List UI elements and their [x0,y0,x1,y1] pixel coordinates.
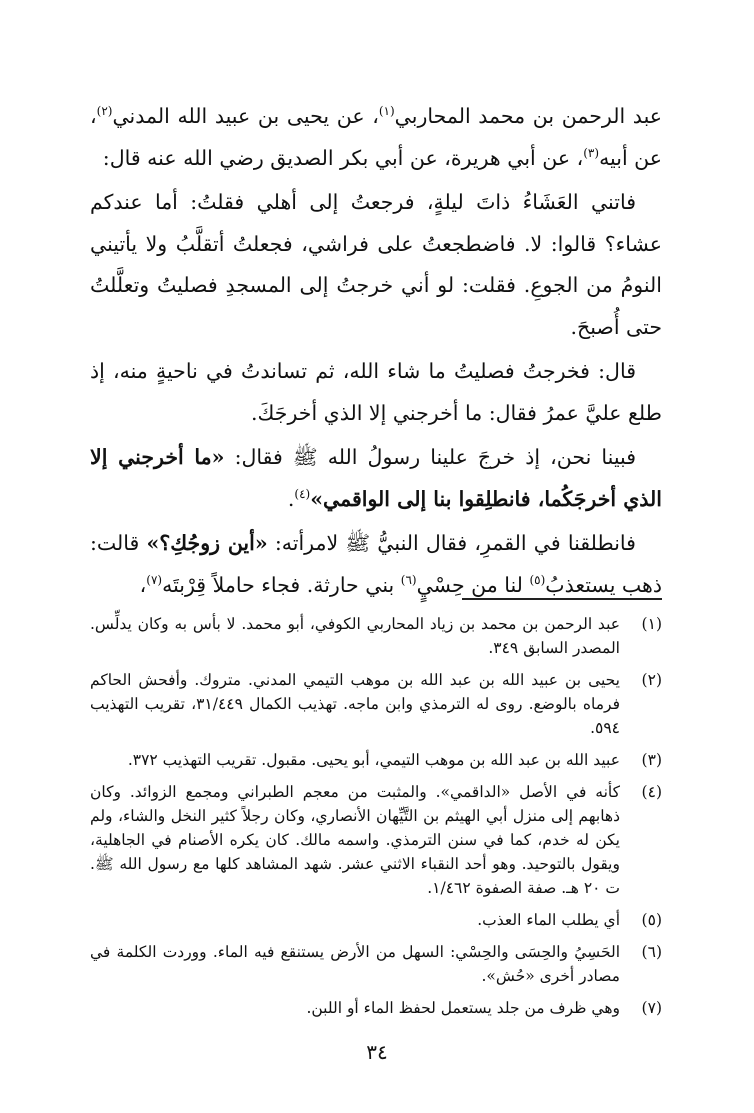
footnote-ref-7[interactable]: (٧) [146,572,163,587]
footnote-item [90,612,662,660]
footnote-number: (٦) [641,943,662,961]
footnote-item [90,780,662,900]
paragraph-2: فاتني العَشَاءُ ذاتَ ليلةٍ، فرجعتُ إلى أهلي فقلتُ: أما عندكم عشاء؟ قالوا: لا. فاضطجعتُ على فراشي، فجعلتُ أتقلَّبُ ولا يأتيني النومُ من الجوعِ. فقلت: لو أني خرجتُ إلى المسجدِ فصليتُ وتعلَّلتُ حتى أُصبحَ. [90,190,662,339]
main-text [90,96,662,609]
text-run: ، [139,572,147,597]
footnote-ref-2[interactable]: (٢) [96,104,113,119]
footnotes-section [90,612,662,1028]
footnote-item [90,908,662,932]
text-run: قالت: ذهب يستعذبُ [90,531,662,597]
footnote-text: عبيد الله بن عبد الله بن موهب التيمي، أبو يحيى. مقبول. تقريب التهذيب ٣٧٢. [127,751,620,769]
text-run: . [287,486,295,511]
footnote-text: الحَسِيُ والحِسَى والحِسْي: السهل من الأرض يستنقع فيه الماء. ووردت الكلمة في مصادر أخرى «حُش». [90,943,620,985]
paragraph-4 [90,437,662,520]
footnote-number: (٤) [641,783,662,801]
page-number: ٣٤ [366,1040,388,1064]
paragraph-isnad [90,96,662,179]
text-run: فانطلقنا في القمرِ، فقال النبيُّ ﷺ لامرأته: [267,531,636,555]
footnote-ref-3[interactable]: (٣) [583,145,600,160]
footnote-ref-5[interactable]: (٥) [529,572,546,587]
footnote-item [90,668,662,740]
footnote-divider [462,598,662,600]
hadith-quote: «ما أخرجني إلا الذي أخرجَكُما، فانطلِقوا بنا إلى الواقمي» [90,445,662,511]
footnote-text: وهي ظرف من جلد يستعمل لحفظ الماء أو اللبن. [306,999,620,1017]
footnote-item [90,940,662,988]
footnote-number: (٣) [641,751,662,769]
text-run: ، عن يحيى بن عبيد الله المدني [112,104,379,128]
footnote-number: (٢) [641,671,662,689]
footnote-ref-4[interactable]: (٤) [294,486,311,501]
paragraph-5 [90,523,662,606]
paragraph-3: قال: فخرجتُ فصليتُ ما شاء الله، ثم تساندتُ في ناحيةٍ منه، إذ طلع عليَّ عمرُ فقال: ما أخرجني إلا الذي أخرجَكَ. [90,359,662,425]
footnote-ref-6[interactable]: (٦) [400,572,417,587]
footnote-item [90,996,662,1020]
text-run: عبد الرحمن بن محمد المحاربي [394,104,662,128]
footnote-text: كأنه في الأصل «الداقمي». والمثبت من معجم الطبراني ومجمع الزوائد. وكان ذهابهم إلى منزل أبي الهيثم بن التَّيِّهان الأنصاري، وكان رجلاً كثير النخل والشاء، ولم يكن له خدم، كما في سنن الترمذي. واسمه مالك. كان يكره الأصنام في الجاهلية، ويقول بالتوحيد. وهو أحد النقباء الاثني عشر. شهد المشاهد كلها مع رسول الله ﷺ. ت ٢٠ هـ. صفة الصفوة ١/٤٦٢. [90,783,620,897]
text-run: لنا من حِسْيٍ [416,572,530,597]
footnote-text: أي يطلب الماء العذب. [477,911,620,929]
text-run: ، عن أبي هريرة، عن أبي بكر الصديق رضي الله عنه قال: [102,145,584,170]
footnote-number: (١) [641,615,662,633]
text-run: ، عن أبيه [90,104,662,170]
footnote-number: (٧) [641,999,662,1017]
text-run: بني حارثة. فجاء حاملاً قِرْبتَه [162,572,401,597]
footnote-ref-1[interactable]: (١) [378,104,395,119]
footnote-item [90,748,662,772]
footnote-number: (٥) [641,911,662,929]
footnote-text: عبد الرحمن بن محمد بن زياد المحاربي الكوفي، أبو محمد. لا بأس به وكان يدلِّس. المصدر السابق ٣٤٩. [90,615,620,657]
footnote-text: يحيى بن عبيد الله بن عبد الله بن موهب التيمي المدني. متروك. وأفحش الحاكم فرماه بالوضع. روى له الترمذي وابن ماجه. تهذيب الكمال ٣١/٤٤٩، تقريب التهذيب ٥٩٤. [90,671,620,737]
text-run: فبينا نحن، إذ خرجَ علينا رسولُ الله ﷺ فقال: [224,445,636,469]
hadith-quote: «أين زوجُكِ؟» [146,531,268,555]
